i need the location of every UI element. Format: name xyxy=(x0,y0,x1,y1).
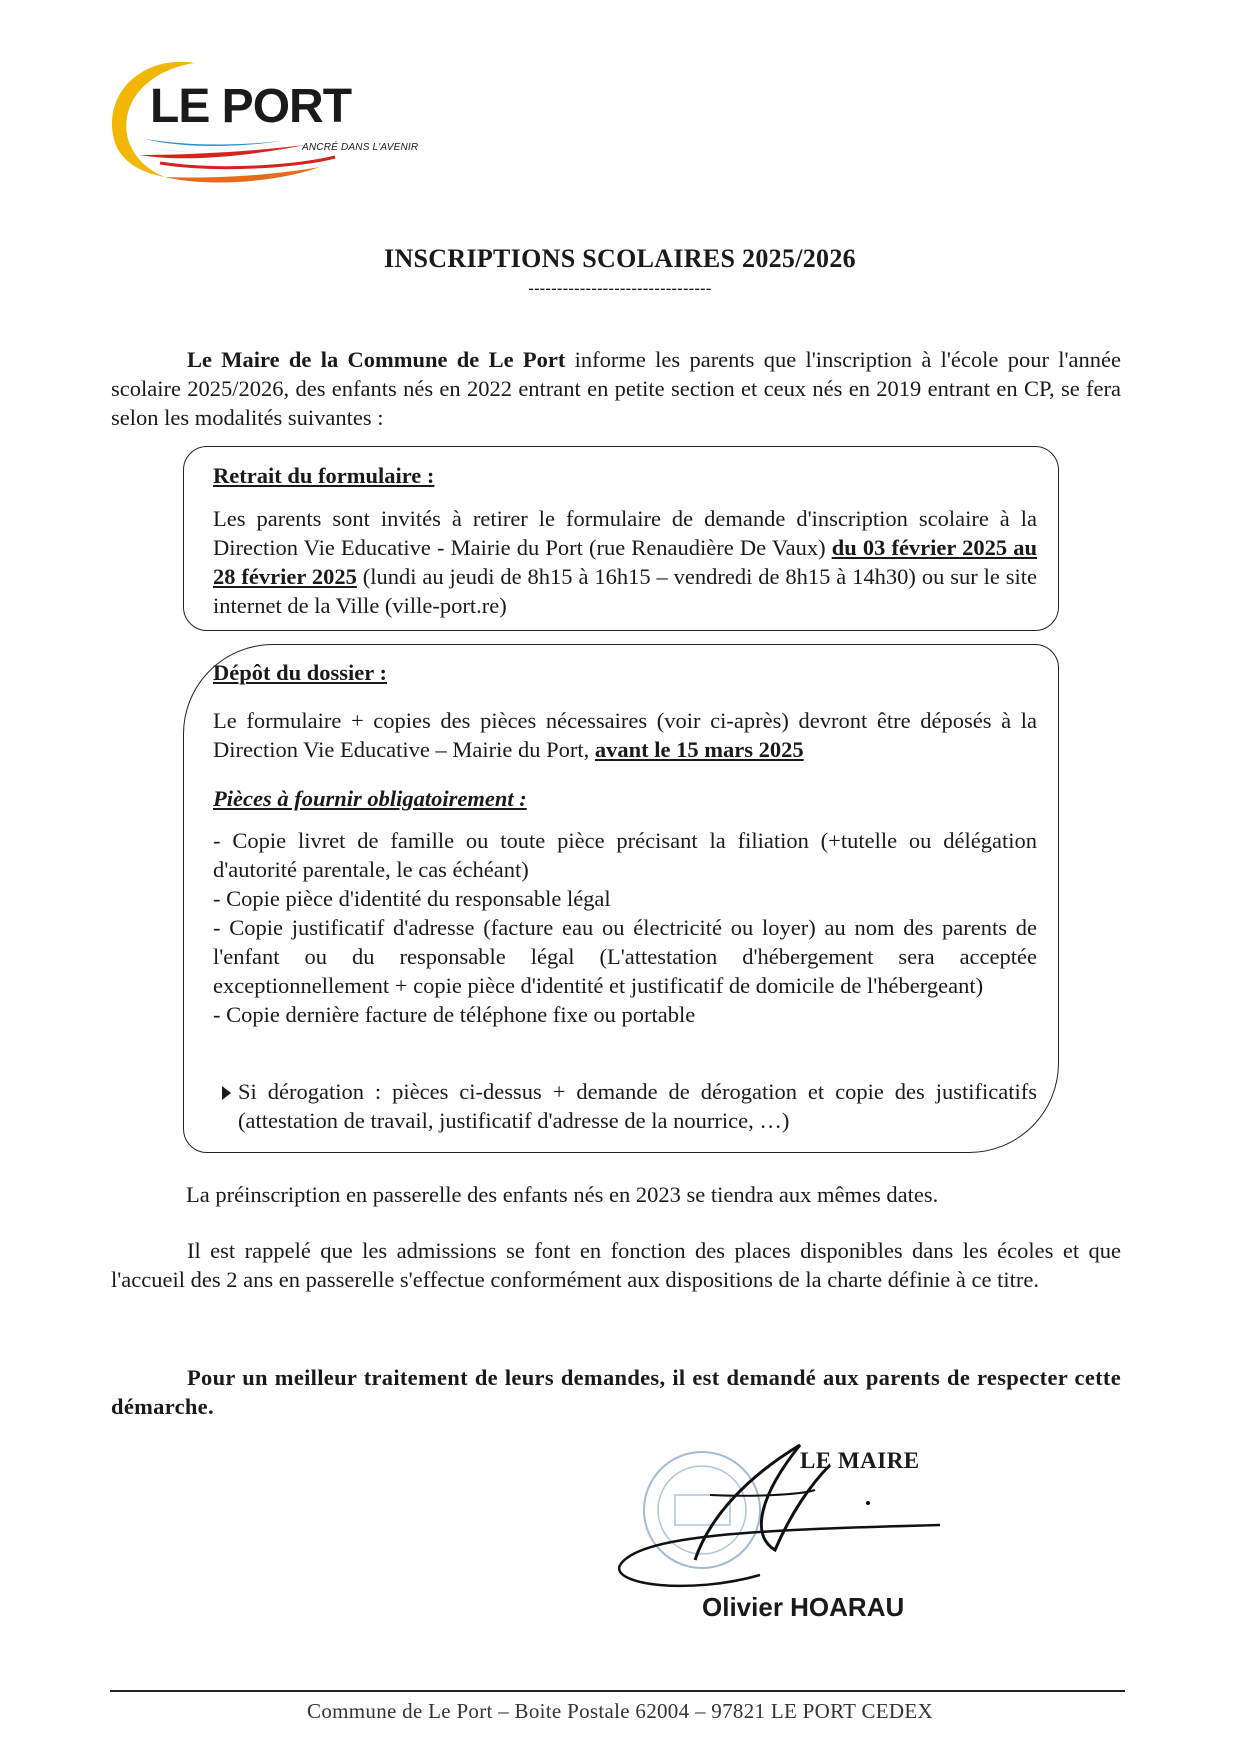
closing-paragraph: Pour un meilleur traitement de leurs demandes, il est demandé aux parents de respecter cette démarche. xyxy=(111,1365,1121,1419)
retrait-text xyxy=(213,504,1037,620)
retrait-heading: Retrait du formulaire : xyxy=(213,463,435,488)
list-item: - Copie justificatif d'adresse (facture eau ou électricité ou loyer) au nom des parents de l'enfant ou du responsable légal (L'attestation d'hébergement sera acceptée exceptionnellement + copie pièce d'identité et justificatif de domicile de l'hébergeant) xyxy=(213,915,1037,998)
logo-tagline: ANCRÉ DANS L'AVENIR xyxy=(302,142,419,153)
pieces-heading: Pièces à fournir obligatoirement : xyxy=(213,786,527,811)
retrait-dates: du 03 février 2025 au 28 février 2025 xyxy=(213,535,1037,589)
depot-deadline: avant le 15 mars 2025 xyxy=(594,737,804,762)
intro-paragraph xyxy=(111,345,1121,432)
triangle-bullet-icon xyxy=(222,1086,231,1100)
retrait-text-after: (lundi au jeudi de 8h15 à 16h15 – vendredi de 8h15 à 14h30) ou sur le site internet de la Ville (ville-port.re) xyxy=(213,564,1037,618)
list-item: - Copie dernière facture de téléphone fixe ou portable xyxy=(213,1002,696,1027)
depot-text xyxy=(213,706,1037,764)
retrait-text-before: Les parents sont invités à retirer le formulaire de demande d'inscription scolaire à la Direction Vie Educative - Mairie du Port (rue Renaudière De Vaux) xyxy=(213,506,1037,560)
list-item: - Copie livret de famille ou toute pièce précisant la filiation (+tutelle ou délégation d'autorité parentale, le cas échéant) xyxy=(213,828,1037,882)
list-item: - Copie pièce d'identité du responsable légal xyxy=(213,886,611,911)
passerelle-paragraph: La préinscription en passerelle des enfants nés en 2023 se tiendra aux mêmes dates. xyxy=(186,1182,939,1207)
intro-text: informe les parents que l'inscription à l'école pour l'année scolaire 2025/2026, des enfants nés en 2022 entrant en petite section et ceux nés en 2019 entrant en CP, se fera selon les modalités suivantes : xyxy=(111,347,1121,430)
intro-lead: Le Maire de la Commune de Le Port xyxy=(187,347,566,372)
city-logo xyxy=(105,55,445,205)
depot-text-before: Le formulaire + copies des pièces nécessaires (voir ci-après) devront être déposés à la Direction Vie Educative – Mairie du Port, xyxy=(213,708,1037,762)
derogation-text: Si dérogation : pièces ci-dessus + demande de dérogation et copie des justificatifs (attestation de travail, justificatif d'adresse de la nourrice, …) xyxy=(238,1079,1037,1133)
signature-name: Olivier HOARAU xyxy=(702,1592,905,1622)
signature-title: LE MAIRE xyxy=(800,1448,920,1473)
pieces-list xyxy=(213,826,1037,1029)
rappel-paragraph: Il est rappelé que les admissions se font en fonction des places disponibles dans les écoles et que l'accueil des 2 ans en passerelle s'effectue conformément aux dispositions de la charte définie à ce titre. xyxy=(111,1238,1121,1292)
title-underline: -------------------------------- xyxy=(528,280,712,297)
footer-address: Commune de Le Port – Boite Postale 62004 – 97821 LE PORT CEDEX xyxy=(307,1699,933,1723)
footer-divider xyxy=(110,1690,1125,1692)
document-title: INSCRIPTIONS SCOLAIRES 2025/2026 xyxy=(384,244,856,273)
logo-title: LE PORT xyxy=(150,80,352,133)
depot-heading: Dépôt du dossier : xyxy=(213,660,387,685)
